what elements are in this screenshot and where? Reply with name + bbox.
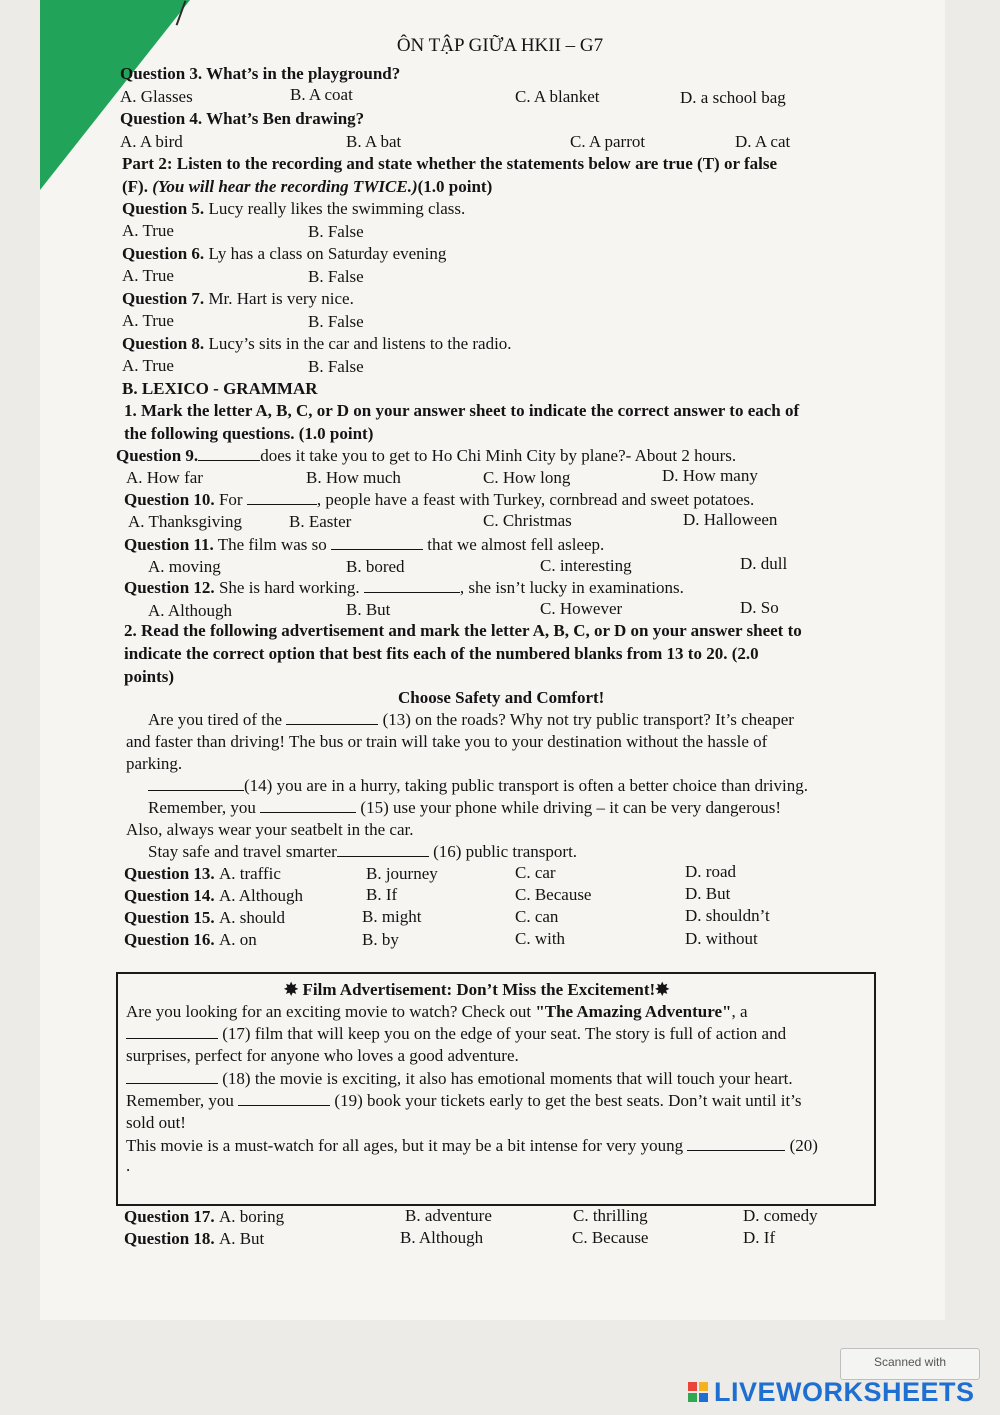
question-13: Question 13. A. traffic — [124, 864, 281, 883]
q18-option-d: D. If — [743, 1228, 776, 1247]
q7-option-b: B. False — [308, 312, 364, 331]
q15-option-b: B. might — [362, 907, 422, 926]
passage-line-7: Stay safe and travel smarter (16) public transport. — [148, 842, 578, 861]
passage-line-5: Remember, you (15) use your phone while driving – it can be very dangerous! — [148, 798, 782, 817]
passage-line-4: (14) you are in a hurry, taking public transport is often a better choice than driving. — [148, 776, 808, 796]
instruction-1-line1: 1. Mark the letter A, B, C, or D on your answer sheet to indicate the correct answer to each of — [124, 401, 800, 420]
question-18: Question 18. A. But — [124, 1229, 265, 1248]
q6-option-a: A. True — [122, 266, 174, 285]
film-line-7: This movie is a must-watch for all ages, but it may be a bit intense for very young (20) — [126, 1136, 818, 1155]
q9-option-c: C. How long — [483, 468, 571, 487]
q11-option-c: C. interesting — [540, 556, 632, 575]
q3-option-a: A. Glasses — [120, 87, 193, 106]
q14-option-c: C. Because — [515, 885, 592, 904]
q3-option-d: D. a school bag — [680, 88, 786, 107]
instruction-2-line2: indicate the correct option that best fits each of the numbered blanks from 13 to 20. (2.0 — [124, 644, 759, 663]
q12-option-d: D. So — [740, 598, 779, 617]
liveworksheets-logo[interactable] — [688, 1374, 975, 1410]
star-icon: ✸ — [655, 980, 670, 999]
film-line-4: (18) the movie is exciting, it also has emotional moments that will touch your heart. — [126, 1069, 793, 1089]
q12-option-c: C. However — [540, 599, 623, 618]
passage-line-3: parking. — [126, 754, 183, 773]
part2-instruction-line2: (F). (You will hear the recording TWICE.)(1.0 point) — [122, 177, 493, 196]
film-line-8: . — [126, 1156, 131, 1175]
question-6: Question 6. Ly has a class on Saturday evening — [122, 244, 447, 263]
q8-option-a: A. True — [122, 356, 174, 375]
q16-option-d: D. without — [685, 929, 758, 948]
q4-option-d: D. A cat — [735, 132, 791, 151]
q16-option-c: C. with — [515, 929, 566, 948]
q4-option-b: B. A bat — [346, 132, 402, 151]
q3-option-c: C. A blanket — [515, 87, 600, 106]
question-15: Question 15. A. should — [124, 908, 286, 927]
film-line-3: surprises, perfect for anyone who loves a good adventure. — [126, 1046, 519, 1065]
page-title: ÔN TẬP GIỮA HKII – G7 — [396, 35, 604, 56]
passage-line-2: and faster than driving! The bus or train will take you to your destination without the hassle of — [126, 732, 768, 751]
film-line-6: sold out! — [126, 1113, 186, 1132]
question-10: Question 10. For , people have a feast with Turkey, cornbread and sweet potatoes. — [124, 490, 755, 509]
q18-option-b: B. Although — [400, 1228, 484, 1247]
q10-option-c: C. Christmas — [483, 511, 572, 530]
question-12: Question 12. She is hard working. , she isn’t lucky in examinations. — [124, 578, 684, 597]
question-17: Question 17. A. boring — [124, 1207, 285, 1226]
q4-option-a: A. A bird — [120, 132, 183, 151]
question-7: Question 7. Mr. Hart is very nice. — [122, 289, 354, 308]
film-line-1: Are you looking for an exciting movie to watch? Check out "The Amazing Adventure", a — [126, 1002, 748, 1021]
q11-option-d: D. dull — [740, 554, 788, 573]
q14-option-d: D. But — [685, 884, 731, 903]
q13-option-d: D. road — [685, 862, 736, 881]
q10-option-a: A. Thanksgiving — [128, 512, 242, 531]
question-5: Question 5. Lucy really likes the swimming class. — [122, 199, 466, 218]
passage-line-1: Are you tired of the (13) on the roads? Why not try public transport? It’s cheaper — [148, 710, 794, 729]
q15-option-c: C. can — [515, 907, 559, 926]
instruction-2-line3: points) — [124, 667, 175, 686]
q15-option-d: D. shouldn’t — [685, 906, 770, 925]
q13-option-b: B. journey — [366, 864, 438, 883]
question-9: Question 9. does it take you to get to Ho Chi Minh City by plane?- About 2 hours. — [116, 446, 737, 465]
q11-option-a: A. moving — [148, 557, 221, 576]
instruction-2-line1: 2. Read the following advertisement and mark the letter A, B, C, or D on your answer sheet to — [124, 621, 802, 640]
q16-option-b: B. by — [362, 930, 399, 949]
q8-option-b: B. False — [308, 357, 364, 376]
q17-option-c: C. thrilling — [573, 1206, 648, 1225]
q3-option-b: B. A coat — [290, 85, 353, 104]
q9-option-b: B. How much — [306, 468, 401, 487]
question-3: Question 3. What’s in the playground? — [120, 64, 401, 83]
star-icon: ✸ — [284, 980, 299, 999]
film-line-5: Remember, you (19) book your tickets early to get the best seats. Don’t wait until it’s — [126, 1091, 802, 1110]
film-ad-title: ✸ Film Advertisement: Don’t Miss the Excitement!✸ — [284, 980, 670, 999]
q17-option-d: D. comedy — [743, 1206, 818, 1225]
passage-title: Choose Safety and Comfort! — [398, 688, 605, 707]
question-8: Question 8. Lucy’s sits in the car and listens to the radio. — [122, 334, 512, 353]
film-line-2: (17) film that will keep you on the edge of your seat. The story is full of action and — [126, 1024, 786, 1044]
q9-option-d: D. How many — [662, 466, 758, 485]
q14-option-b: B. If — [366, 885, 398, 904]
question-11: Question 11. The film was so that we almost fell asleep. — [124, 535, 605, 554]
q5-option-a: A. True — [122, 221, 174, 240]
q4-option-c: C. A parrot — [570, 132, 646, 151]
q11-option-b: B. bored — [346, 557, 405, 576]
q18-option-c: C. Because — [572, 1228, 649, 1247]
question-4: Question 4. What’s Ben drawing? — [120, 109, 365, 128]
q10-option-d: D. Halloween — [683, 510, 778, 529]
q9-option-a: A. How far — [126, 468, 203, 487]
passage-line-6: Also, always wear your seatbelt in the car. — [126, 820, 414, 839]
question-16: Question 16. A. on — [124, 930, 257, 949]
liveworksheets-grid-icon — [688, 1382, 708, 1402]
q10-option-b: B. Easter — [289, 512, 352, 531]
q6-option-b: B. False — [308, 267, 364, 286]
q13-option-c: C. car — [515, 863, 556, 882]
q12-option-b: B. But — [346, 600, 391, 619]
q7-option-a: A. True — [122, 311, 174, 330]
q5-option-b: B. False — [308, 222, 364, 241]
question-14: Question 14. A. Although — [124, 886, 303, 905]
part2-instruction-line1: Part 2: Listen to the recording and state whether the statements below are true (T) or false — [122, 154, 778, 173]
q17-option-b: B. adventure — [405, 1206, 492, 1225]
scanned-with-badge: Scanned with — [840, 1348, 980, 1380]
q12-option-a: A. Although — [148, 601, 233, 620]
section-b-heading: B. LEXICO - GRAMMAR — [122, 379, 318, 398]
instruction-1-line2: the following questions. (1.0 point) — [124, 424, 374, 443]
brand-name: LIVEWORKSHEETS — [714, 1376, 975, 1407]
